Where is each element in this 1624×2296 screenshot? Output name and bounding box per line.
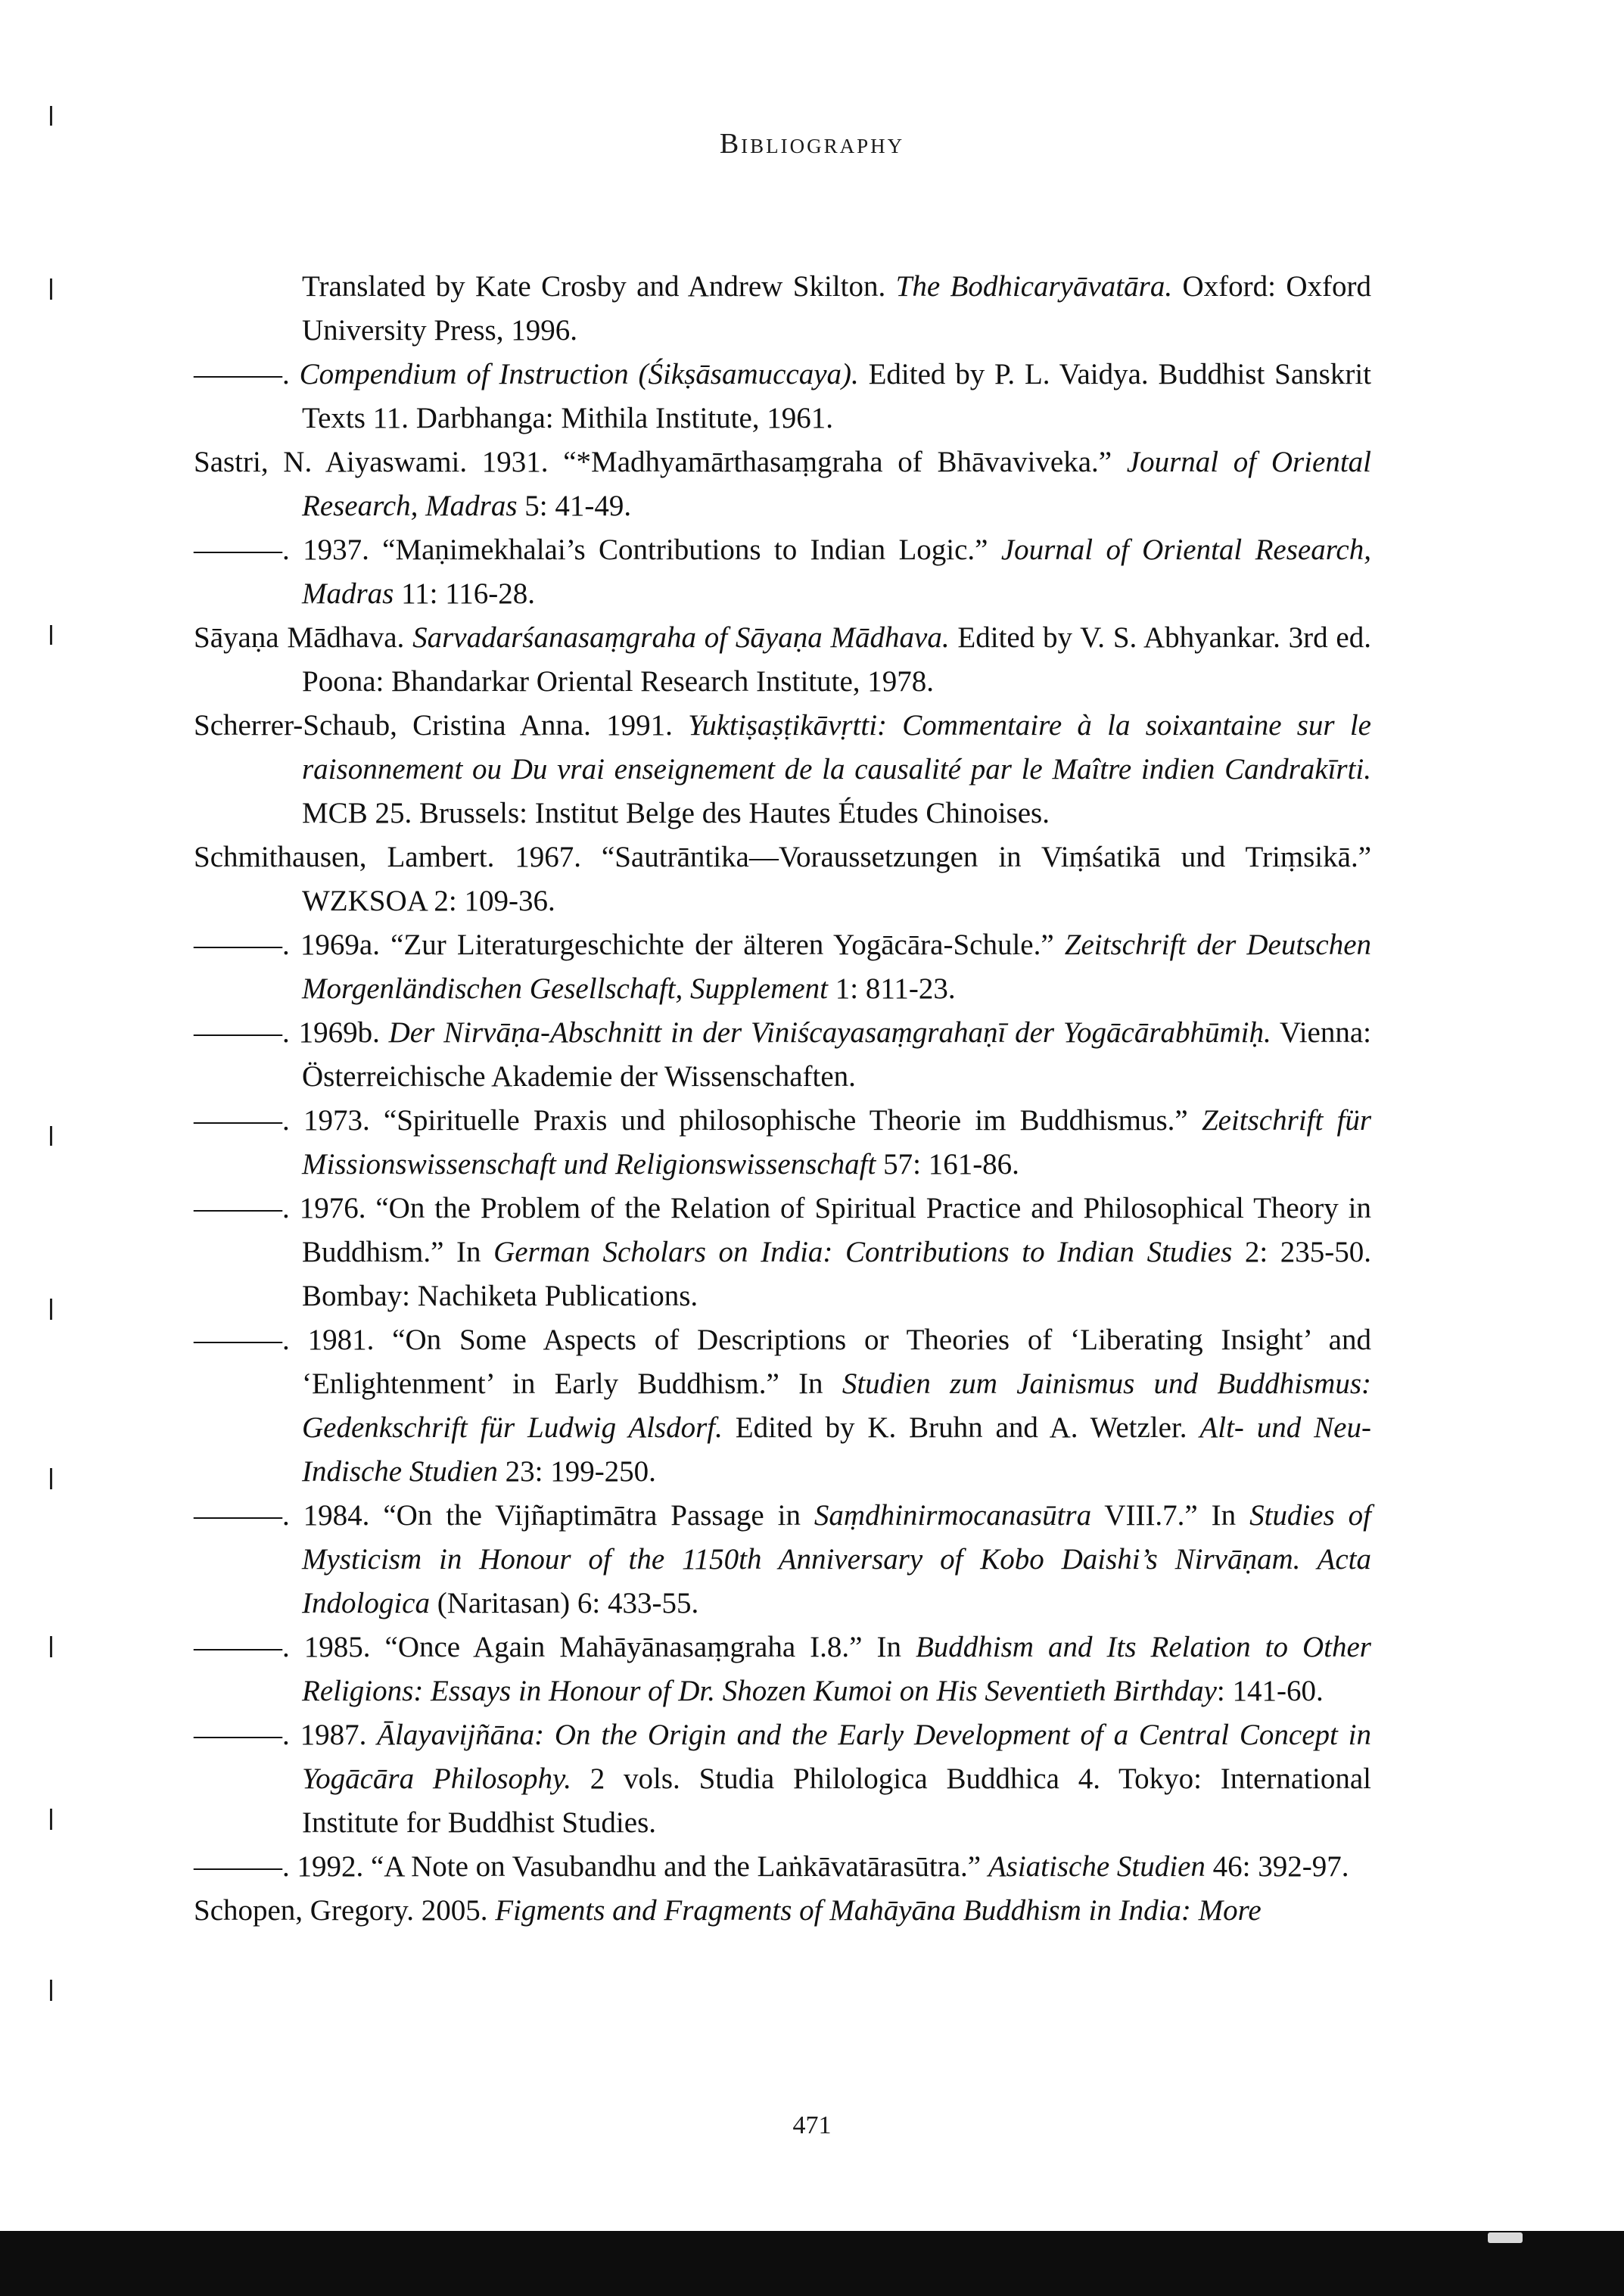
entry-text: 2: 235-50. Bombay: Nachiketa Publications.: [302, 1236, 1371, 1312]
bibliography-entry: [194, 1626, 1371, 1713]
entry-text: ———. 1969a. “Zur Literaturgeschichte der älteren Yogācāra-Schule.”: [194, 929, 1065, 961]
entry-text: MCB 25. Brussels: Institut Belge des Hautes Études Chinoises.: [302, 797, 1050, 829]
margin-mark: [50, 1468, 52, 1489]
entry-text: ———. 1969b.: [194, 1016, 389, 1049]
entry-text: ———.: [194, 358, 300, 390]
entry-text: (Naritasan) 6: 433-55.: [429, 1587, 699, 1619]
entry-text: Edited by K. Bruhn and A. Wetzler.: [722, 1411, 1200, 1444]
entry-text: ———. 1985. “Once Again Mahāyānasaṃgraha I.8.” In: [194, 1631, 916, 1663]
margin-mark: [50, 1299, 52, 1320]
entry-title-italic: Compendium of Instruction (Śikṣāsamuccaya).: [299, 358, 859, 390]
scan-tab: [1488, 2232, 1523, 2243]
margin-mark: [50, 1126, 52, 1146]
bibliography-entry: [194, 353, 1371, 440]
entry-text: ———. 1981. “On Some Aspects of Descriptions or Theories of ‘Liberating Insight’ and ‘Enlightenment’ in Early Buddhism.” In: [194, 1324, 1371, 1400]
entry-text: 5: 41-49.: [517, 490, 632, 522]
entry-title-italic: Asiatische Studien: [988, 1850, 1206, 1883]
entry-title-italic: Alt- und Neu-Indische Studien: [302, 1411, 1371, 1488]
entry-text: Translated by Kate Crosby and Andrew Skilton.: [302, 270, 896, 303]
bibliography-entry: [194, 528, 1371, 616]
bibliography-entry: [194, 1889, 1371, 1933]
entry-text: 57: 161-86.: [876, 1148, 1019, 1181]
entry-title-italic: German Scholars on India: Contributions to Indian Studies: [493, 1236, 1233, 1268]
entry-text: ———. 1987.: [194, 1719, 378, 1751]
entry-title-italic: Figments and Fragments of Mahāyāna Buddhism in India: More: [495, 1894, 1262, 1927]
margin-mark: [50, 1636, 52, 1657]
entry-title-italic: Journal of Oriental Research, Madras: [302, 534, 1371, 610]
entry-title-italic: Studien zum Jainismus und Buddhismus: Gedenkschrift für Ludwig Alsdorf.: [302, 1367, 1371, 1444]
entry-text: VIII.7.” In: [1091, 1499, 1250, 1532]
entry-text: Schopen, Gregory. 2005.: [194, 1894, 496, 1927]
entry-text: 1: 811-23.: [828, 972, 956, 1005]
entry-text: Sastri, N. Aiyaswami. 1931. “*Madhyamārthasaṃgraha of Bhāvaviveka.”: [194, 446, 1127, 478]
entry-text: 2 vols. Studia Philologica Buddhica 4. Tokyo: International Institute for Buddhist Studies.: [302, 1762, 1371, 1839]
entry-text: Sāyaṇa Mādhava.: [194, 621, 413, 654]
running-header: Bibliography: [719, 128, 905, 160]
bibliography-entry-continued: [194, 265, 1371, 353]
entry-text: 23: 199-250.: [497, 1455, 656, 1488]
bibliography-entry: [194, 1099, 1371, 1187]
scan-border: [0, 2231, 1624, 2296]
entry-title-italic: The Bodhicaryāvatāra.: [895, 270, 1173, 303]
entry-text: ———. 1976. “On the Problem of the Relation of Spiritual Practice and Philosophical Theory in Buddhism.” In: [194, 1192, 1371, 1268]
entry-title-italic: Journal of Oriental Research, Madras: [302, 446, 1371, 522]
bibliography-entry: [194, 1845, 1371, 1889]
entry-text: Edited by P. L. Vaidya. Buddhist Sanskrit Texts 11. Darbhanga: Mithila Institute, 1961.: [302, 358, 1371, 434]
margin-mark: [50, 1809, 52, 1830]
margin-mark: [50, 278, 52, 300]
entry-text: Vienna: Österreichische Akademie der Wissenschaften.: [302, 1016, 1371, 1093]
bibliography-entry: [194, 923, 1371, 1011]
entry-title-italic: Sarvadarśanasaṃgraha of Sāyaṇa Mādhava.: [412, 621, 950, 654]
entry-text: Oxford: Oxford University Press, 1996.: [302, 270, 1372, 347]
entry-text: ———. 1992. “A Note on Vasubandhu and the Laṅkāvatārasūtra.”: [194, 1850, 988, 1883]
entry-title-italic: Yuktiṣaṣṭikāvṛtti: Commentaire à la soixantaine sur le raisonnement ou Du vrai enseignement de la causalité par le Maître indien Candrakīrti.: [302, 709, 1371, 786]
entry-title-italic: Ālayavijñāna: On the Origin and the Early Development of a Central Concept in Yogācāra Philosophy.: [302, 1719, 1372, 1795]
entry-title-italic: Saṃdhinirmocanasūtra: [814, 1499, 1092, 1532]
bibliography-entry: [194, 1494, 1371, 1626]
page-number: 471: [792, 2111, 832, 2139]
margin-mark: [50, 106, 52, 126]
entry-title-italic: Zeitschrift für Missionswissenschaft und Religionswissenschaft: [302, 1104, 1371, 1181]
entry-text: 46: 392-97.: [1205, 1850, 1349, 1883]
bibliography-entry: [194, 704, 1371, 835]
entry-title-italic: Studies of Mysticism in Honour of the 1150th Anniversary of Kobo Daishi’s Nirvāṇam. Acta Indologica: [302, 1499, 1371, 1619]
entry-title-italic: Zeitschrift der Deutschen Morgenländischen Gesellschaft, Supplement: [302, 929, 1372, 1005]
bibliography-entry: [194, 440, 1371, 528]
entry-title-italic: Buddhism and Its Relation to Other Religions: Essays in Honour of Dr. Shozen Kumoi on His Seventieth Birthday: [302, 1631, 1371, 1707]
entry-text: ———. 1973. “Spirituelle Praxis und philosophische Theorie im Buddhismus.”: [194, 1104, 1202, 1137]
entry-title-italic: Der Nirvāṇa-Abschnitt in der Viniścayasaṃgrahaṇī der Yogācārabhūmiḥ.: [388, 1016, 1271, 1049]
margin-mark: [50, 625, 52, 645]
bibliography-list: [194, 265, 1371, 1933]
bibliography-entry: [194, 1187, 1371, 1318]
entry-text: Schmithausen, Lambert. 1967. “Sautrāntika—Voraussetzungen in Viṃśatikā und Triṃsikā.” WZKSOA 2: 109-36.: [194, 841, 1371, 917]
margin-mark: [50, 1980, 52, 2001]
entry-text: : 141-60.: [1216, 1675, 1324, 1707]
entry-text: Scherrer-Schaub, Cristina Anna. 1991.: [194, 709, 689, 742]
bibliography-entry: [194, 1011, 1371, 1099]
bibliography-entry: [194, 835, 1371, 923]
entry-text: ———. 1937. “Maṇimekhalai’s Contributions to Indian Logic.”: [194, 534, 1001, 566]
entry-text: 11: 116-28.: [394, 577, 536, 610]
bibliography-entry: [194, 1318, 1371, 1494]
entry-text: Edited by V. S. Abhyankar. 3rd ed. Poona: Bhandarkar Oriental Research Institute, 1978.: [302, 621, 1371, 698]
bibliography-entry: [194, 616, 1371, 704]
entry-text: ———. 1984. “On the Vijñaptimātra Passage in: [194, 1499, 814, 1532]
bibliography-entry: [194, 1713, 1371, 1845]
